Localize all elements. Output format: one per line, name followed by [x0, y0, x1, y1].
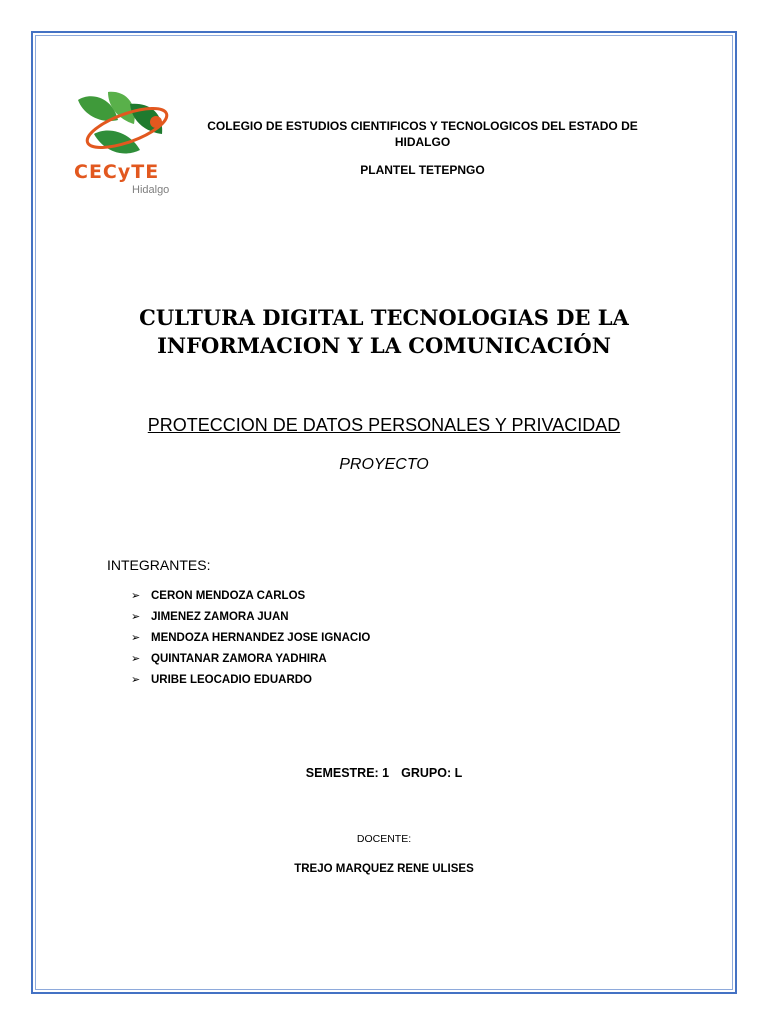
member-name: URIBE LEOCADIO EDUARDO [151, 674, 313, 686]
cecyte-logo [72, 90, 182, 200]
members-list [131, 589, 370, 694]
list-item [131, 589, 370, 610]
teacher-label: DOCENTE: [356, 833, 412, 845]
project-subject: PROTECCION DE DATOS PERSONALES Y PRIVACIDAD [147, 415, 621, 435]
members-label: INTEGRANTES: [107, 557, 211, 573]
list-item [131, 673, 370, 694]
group: GRUPO: L [401, 766, 463, 780]
arrow-bullet-icon: ➢ [131, 653, 141, 665]
arrow-bullet-icon: ➢ [131, 632, 141, 644]
list-item [131, 631, 370, 652]
member-name: CERON MENDOZA CARLOS [151, 590, 306, 602]
list-item [131, 652, 370, 673]
member-name: QUINTANAR ZAMORA YADHIRA [151, 653, 327, 665]
arrow-bullet-icon: ➢ [131, 590, 141, 602]
project-type: PROYECTO [339, 456, 429, 473]
school-name: COLEGIO DE ESTUDIOS CIENTIFICOS Y TECNOLOGICOS DEL ESTADO DE HIDALGO [207, 119, 638, 149]
arrow-bullet-icon: ➢ [131, 674, 141, 686]
course-title-line-2: INFORMACION Y LA COMUNICACIÓN [157, 333, 611, 358]
course-title-line-1: CULTURA DIGITAL TECNOLOGIAS DE LA [139, 305, 629, 330]
member-name: MENDOZA HERNANDEZ JOSE IGNACIO [151, 632, 371, 644]
teacher-name: TREJO MARQUEZ RENE ULISES [294, 863, 474, 875]
list-item [131, 610, 370, 631]
course-title [84, 304, 684, 360]
campus-name: PLANTEL TETEPNGO [360, 163, 485, 177]
class-info [84, 766, 684, 780]
logo-brand: CECyTE [74, 161, 160, 183]
member-name: JIMENEZ ZAMORA JUAN [151, 611, 289, 623]
arrow-bullet-icon: ➢ [131, 611, 141, 623]
semester: SEMESTRE: 1 [305, 766, 390, 780]
logo-subtitle: Hidalgo [132, 184, 170, 196]
